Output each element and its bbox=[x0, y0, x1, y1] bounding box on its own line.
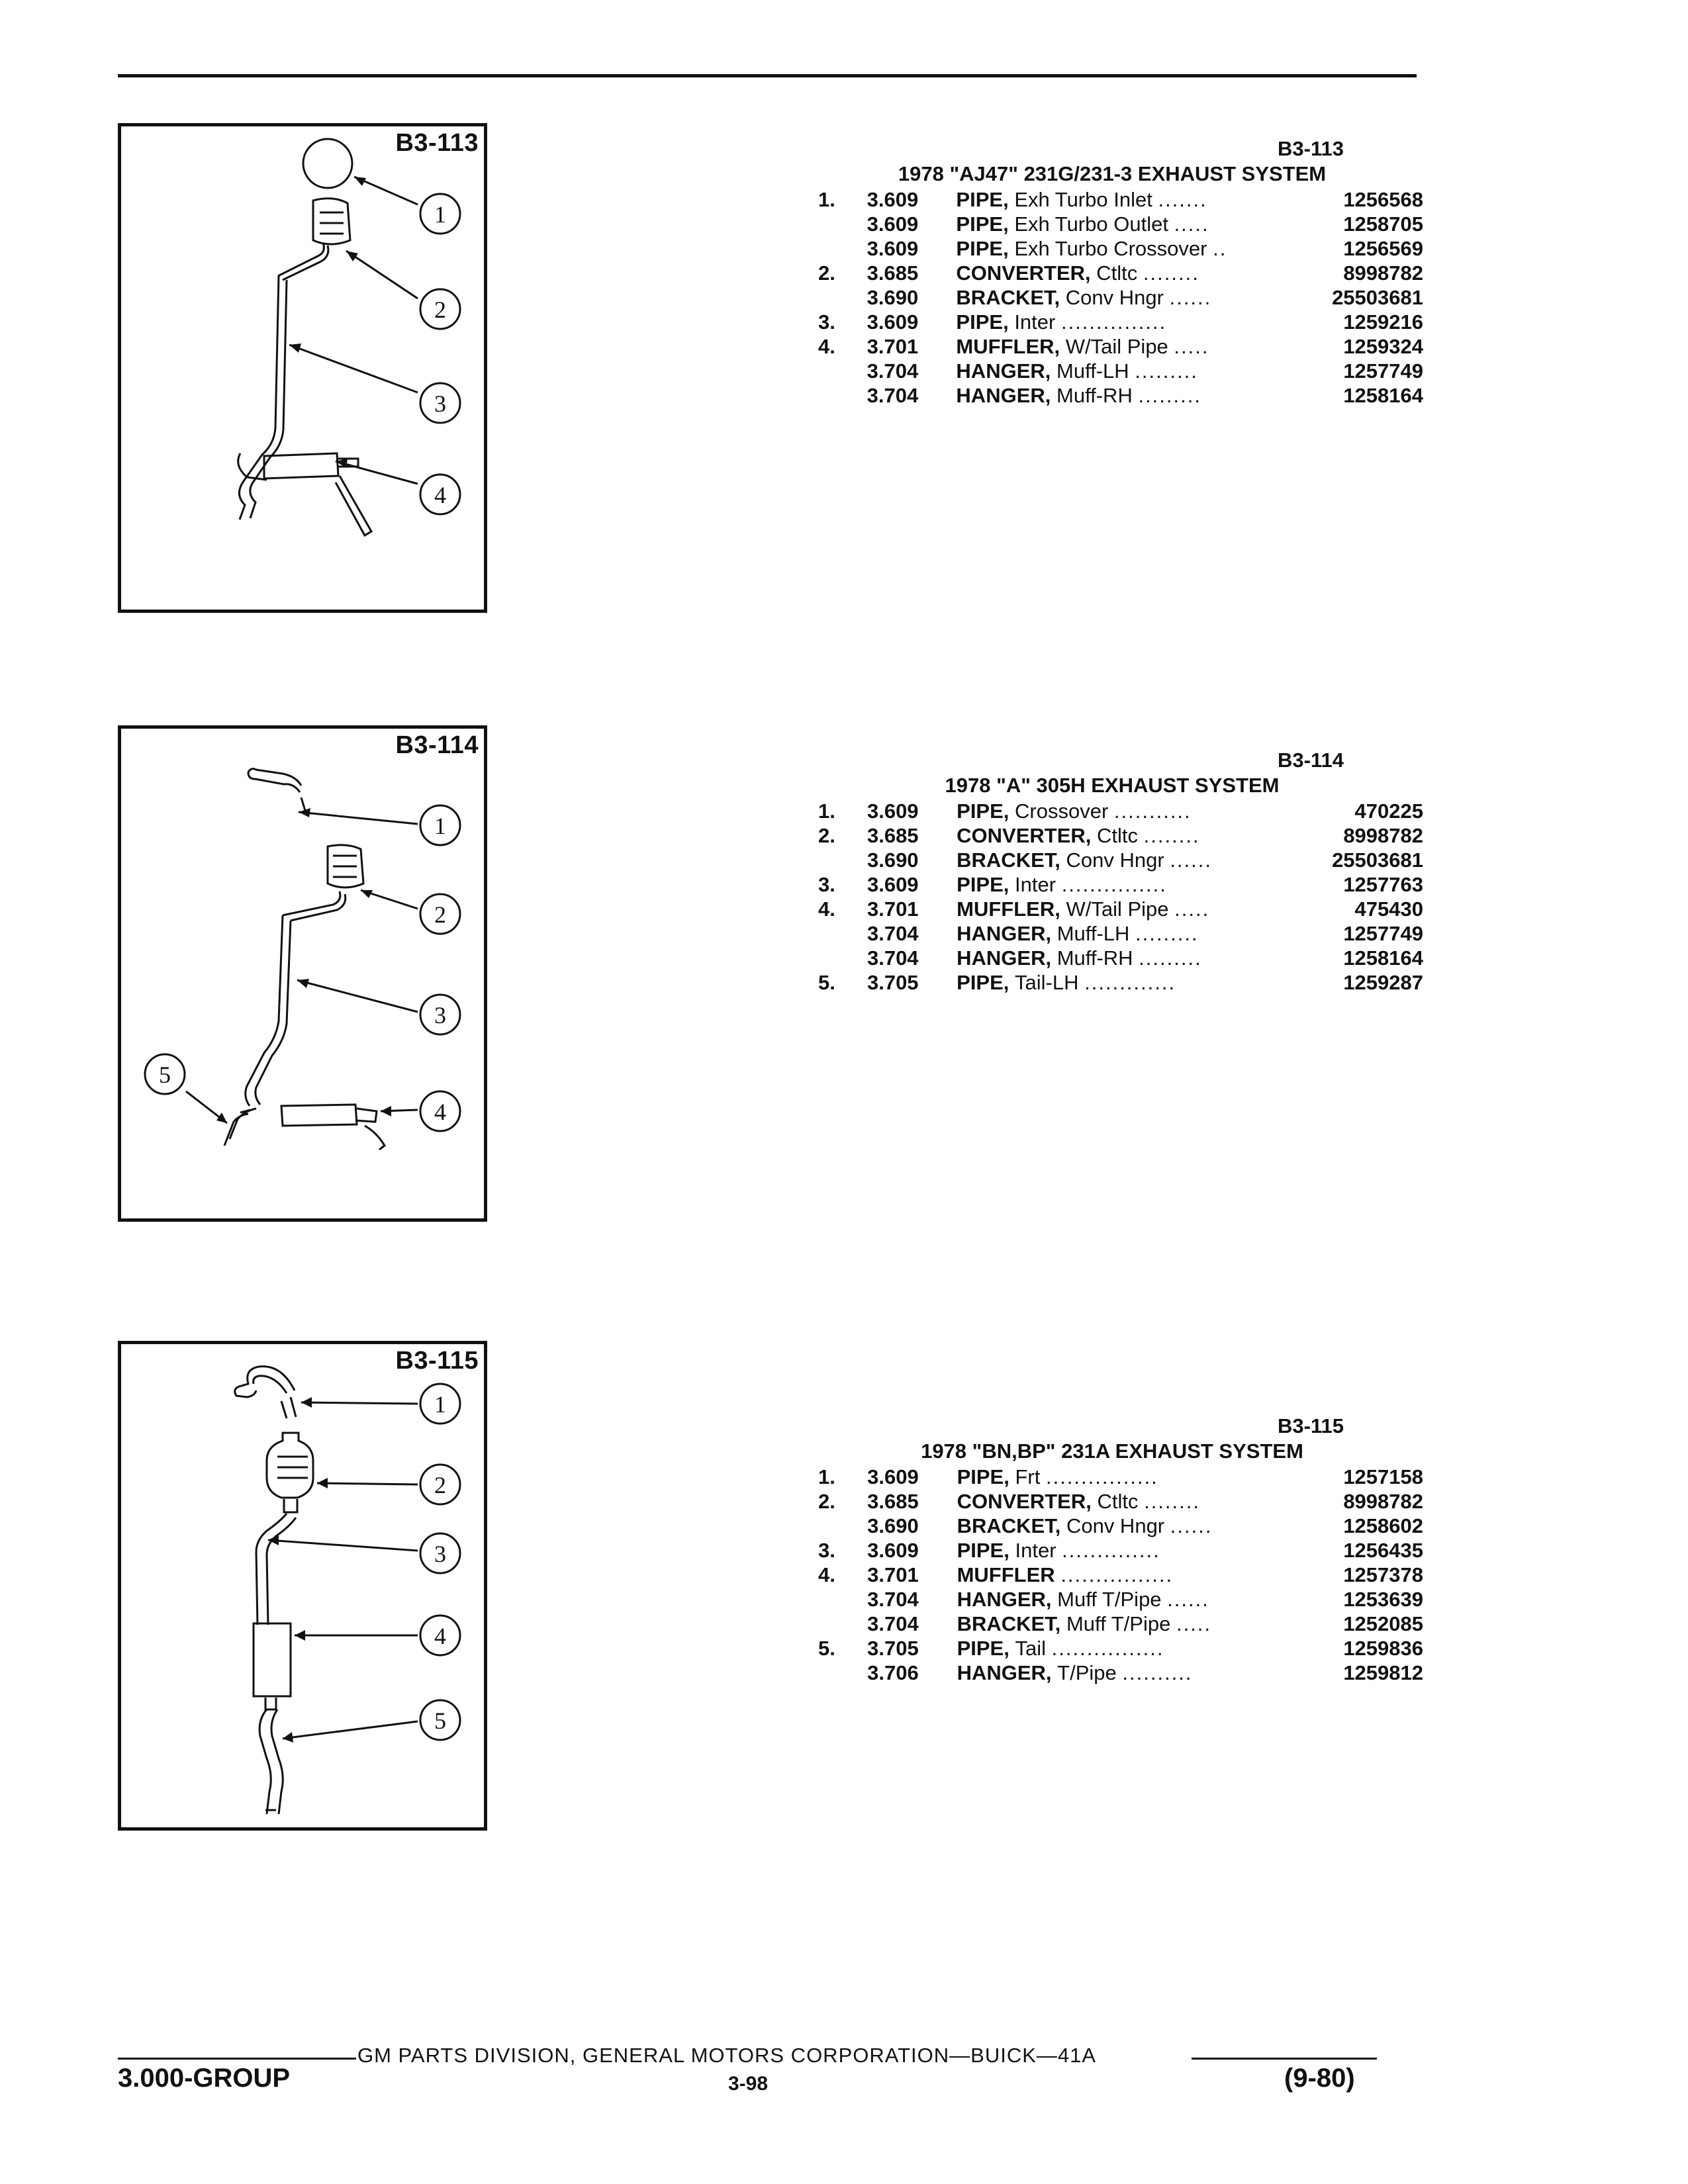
part-description bbox=[957, 1612, 1295, 1637]
part-description bbox=[957, 1637, 1295, 1661]
leader-dots: ..... bbox=[1176, 1612, 1212, 1635]
part-description bbox=[956, 286, 1294, 310]
part-row bbox=[801, 188, 1423, 212]
part-row bbox=[801, 1563, 1423, 1588]
part-detail: Muff-RH bbox=[1056, 384, 1133, 407]
item-number bbox=[801, 384, 867, 408]
part-name: CONVERTER, bbox=[957, 1490, 1092, 1513]
part-number: 1257378 bbox=[1343, 1563, 1423, 1586]
part-name: BRACKET, bbox=[957, 848, 1060, 872]
figure-label: B3-114 bbox=[395, 731, 479, 759]
part-row bbox=[801, 212, 1423, 237]
part-name: HANGER, bbox=[957, 1661, 1052, 1684]
leader-dots: ........... bbox=[1113, 799, 1192, 823]
part-description bbox=[956, 237, 1294, 261]
group-number: 3.609 bbox=[867, 212, 919, 236]
section-code: B3-115 bbox=[1278, 1414, 1344, 1437]
item-number bbox=[801, 1588, 867, 1612]
parts-list-b3-114 bbox=[801, 748, 1423, 995]
part-detail: Conv Hngr bbox=[1066, 848, 1164, 872]
part-description bbox=[957, 873, 1294, 897]
part-number: 1258164 bbox=[1343, 946, 1423, 970]
part-description bbox=[957, 1465, 1295, 1490]
part-description bbox=[956, 359, 1294, 384]
part-name: PIPE, bbox=[956, 212, 1009, 236]
part-detail: Muff T/Pipe bbox=[1057, 1588, 1162, 1611]
part-detail: Muff T/Pipe bbox=[1066, 1612, 1171, 1635]
group-number: 3.609 bbox=[867, 873, 919, 896]
callout-2: 2 bbox=[434, 901, 446, 928]
part-name: PIPE, bbox=[957, 971, 1009, 994]
part-detail: Ctltc bbox=[1097, 824, 1139, 847]
part-name: HANGER, bbox=[956, 384, 1051, 407]
part-row bbox=[801, 824, 1423, 848]
parts-table bbox=[801, 1465, 1423, 1686]
figure-label: B3-115 bbox=[395, 1347, 479, 1375]
group-number: 3.685 bbox=[867, 261, 919, 285]
part-name: PIPE, bbox=[957, 1539, 1009, 1562]
part-name: PIPE, bbox=[956, 237, 1009, 260]
group-number: 3.690 bbox=[867, 1514, 919, 1537]
group-number: 3.690 bbox=[867, 286, 919, 309]
item-number bbox=[801, 1612, 867, 1637]
part-row bbox=[801, 359, 1423, 384]
part-description bbox=[957, 799, 1294, 824]
item-number bbox=[801, 286, 867, 310]
leader-dots: ..... bbox=[1174, 335, 1209, 358]
part-detail: Ctltc bbox=[1097, 1490, 1139, 1513]
part-row bbox=[801, 1661, 1423, 1686]
part-number: 1258602 bbox=[1343, 1514, 1423, 1537]
group-number: 3.690 bbox=[867, 848, 919, 872]
part-detail: Crossover bbox=[1015, 799, 1109, 823]
group-number: 3.704 bbox=[867, 384, 919, 407]
part-description bbox=[956, 335, 1294, 359]
part-name: HANGER, bbox=[957, 922, 1052, 945]
part-description bbox=[957, 1514, 1295, 1539]
parts-list-b3-115 bbox=[801, 1414, 1423, 1686]
leader-dots: ..... bbox=[1174, 212, 1209, 236]
group-number: 3.705 bbox=[867, 1637, 919, 1660]
part-name: BRACKET, bbox=[957, 1514, 1061, 1537]
part-row bbox=[801, 335, 1423, 359]
group-number: 3.701 bbox=[867, 897, 919, 921]
group-number: 3.704 bbox=[867, 1588, 919, 1611]
leader-dots: ....... bbox=[1158, 188, 1207, 211]
item-number: 4. bbox=[818, 1563, 835, 1586]
part-number: 1259812 bbox=[1343, 1661, 1423, 1684]
part-description bbox=[957, 824, 1294, 848]
part-row bbox=[801, 1539, 1423, 1563]
leader-dots: ................ bbox=[1045, 1465, 1158, 1488]
group-number: 3.705 bbox=[867, 971, 919, 994]
item-number bbox=[801, 212, 867, 237]
part-number: 1259836 bbox=[1343, 1637, 1423, 1660]
part-detail: Frt bbox=[1015, 1465, 1041, 1488]
leader-dots: ................ bbox=[1051, 1637, 1164, 1660]
callout-3: 3 bbox=[434, 390, 446, 417]
part-description bbox=[956, 212, 1294, 237]
part-detail: W/Tail Pipe bbox=[1065, 335, 1168, 358]
leader-dots: ......... bbox=[1135, 359, 1198, 383]
part-row bbox=[801, 922, 1423, 946]
item-number: 1. bbox=[818, 188, 835, 211]
part-name: MUFFLER bbox=[957, 1563, 1055, 1586]
part-description bbox=[957, 946, 1294, 971]
part-number: 475430 bbox=[1354, 897, 1423, 921]
part-detail: Conv Hngr bbox=[1065, 286, 1164, 309]
group-number: 3.704 bbox=[867, 922, 919, 945]
part-description bbox=[957, 1490, 1295, 1514]
part-detail: Exh Turbo Outlet bbox=[1014, 212, 1168, 236]
callout-5: 5 bbox=[434, 1707, 446, 1734]
item-number: 5. bbox=[818, 971, 835, 994]
part-number: 1256568 bbox=[1343, 188, 1423, 211]
part-name: PIPE, bbox=[957, 1637, 1009, 1660]
item-number: 2. bbox=[818, 261, 835, 285]
callout-4: 4 bbox=[434, 1623, 446, 1649]
part-name: HANGER, bbox=[956, 359, 1051, 383]
leader-dots: ...... bbox=[1167, 1588, 1209, 1611]
part-name: CONVERTER, bbox=[957, 824, 1092, 847]
part-name: HANGER, bbox=[957, 1588, 1052, 1611]
part-description bbox=[957, 971, 1294, 995]
leader-dots: ......... bbox=[1135, 922, 1199, 945]
part-detail: Inter bbox=[1015, 873, 1056, 896]
item-number: 4. bbox=[818, 897, 835, 921]
part-name: PIPE, bbox=[956, 310, 1009, 334]
callout-3: 3 bbox=[434, 1541, 446, 1567]
part-number: 1256569 bbox=[1343, 237, 1423, 260]
footer-date: (9-80) bbox=[1284, 2064, 1355, 2093]
group-number: 3.704 bbox=[867, 946, 919, 970]
part-name: BRACKET, bbox=[957, 1612, 1061, 1635]
group-number: 3.701 bbox=[867, 335, 919, 358]
part-name: HANGER, bbox=[957, 946, 1052, 970]
item-number: 5. bbox=[818, 1637, 835, 1660]
part-description bbox=[957, 848, 1294, 873]
part-row bbox=[801, 799, 1423, 824]
figure-label: B3-113 bbox=[395, 129, 479, 157]
group-number: 3.685 bbox=[867, 1490, 919, 1513]
leader-dots: ............... bbox=[1060, 310, 1167, 334]
callout-4: 4 bbox=[434, 1099, 446, 1125]
footer-rule-right bbox=[1192, 2058, 1377, 2060]
part-row bbox=[801, 1637, 1423, 1661]
part-row bbox=[801, 1514, 1423, 1539]
part-number: 1259324 bbox=[1343, 335, 1423, 358]
part-row bbox=[801, 848, 1423, 873]
item-number: 4. bbox=[818, 335, 835, 358]
part-name: PIPE, bbox=[957, 873, 1009, 896]
part-number: 1253639 bbox=[1343, 1588, 1423, 1611]
part-description bbox=[957, 1588, 1295, 1612]
part-detail: Ctltc bbox=[1096, 261, 1138, 285]
group-number: 3.704 bbox=[867, 1612, 919, 1635]
item-number bbox=[801, 1514, 867, 1539]
part-number: 470225 bbox=[1354, 799, 1423, 823]
part-row bbox=[801, 897, 1423, 922]
item-number bbox=[801, 1661, 867, 1686]
part-row bbox=[801, 971, 1423, 995]
leader-dots: .............. bbox=[1062, 1539, 1160, 1562]
part-row bbox=[801, 1490, 1423, 1514]
group-number: 3.704 bbox=[867, 359, 919, 383]
leader-dots: ......... bbox=[1138, 384, 1201, 407]
leader-dots: ...... bbox=[1170, 848, 1212, 872]
leader-dots: ...... bbox=[1170, 1514, 1213, 1537]
footer-rule-left bbox=[118, 2058, 356, 2060]
leader-dots: ...... bbox=[1169, 286, 1212, 309]
exhaust-diagram-b3-114 bbox=[121, 729, 484, 1218]
group-number: 3.609 bbox=[867, 188, 919, 211]
figure-b3-114 bbox=[118, 725, 487, 1222]
part-row bbox=[801, 946, 1423, 971]
item-number: 1. bbox=[818, 799, 835, 823]
item-number: 3. bbox=[818, 873, 835, 896]
part-row bbox=[801, 1588, 1423, 1612]
part-detail: Tail bbox=[1015, 1637, 1046, 1660]
part-detail: Muff-RH bbox=[1056, 946, 1133, 970]
item-number bbox=[801, 922, 867, 946]
leader-dots: ......... bbox=[1139, 946, 1202, 970]
part-description bbox=[956, 384, 1294, 408]
group-number: 3.609 bbox=[867, 310, 919, 334]
part-detail: Conv Hngr bbox=[1066, 1514, 1165, 1537]
section-title: 1978 "BN,BP" 231A EXHAUST SYSTEM bbox=[921, 1439, 1303, 1463]
item-number: 2. bbox=[818, 824, 835, 847]
leader-dots: ........ bbox=[1143, 261, 1199, 285]
part-row bbox=[801, 1465, 1423, 1490]
part-number: 1257749 bbox=[1343, 359, 1423, 383]
exhaust-diagram-b3-115 bbox=[121, 1344, 484, 1827]
section-title: 1978 "A" 305H EXHAUST SYSTEM bbox=[945, 774, 1280, 797]
part-detail: W/Tail Pipe bbox=[1066, 897, 1169, 921]
part-detail: Inter bbox=[1015, 1539, 1056, 1562]
part-name: PIPE, bbox=[956, 188, 1009, 211]
leader-dots: .......... bbox=[1122, 1661, 1193, 1684]
leader-dots: ............... bbox=[1061, 873, 1167, 896]
parts-list-b3-113 bbox=[801, 136, 1423, 408]
part-row bbox=[801, 1612, 1423, 1637]
part-number: 1252085 bbox=[1343, 1612, 1423, 1635]
item-number: 1. bbox=[818, 1465, 835, 1488]
item-number bbox=[801, 848, 867, 873]
part-number: 8998782 bbox=[1343, 824, 1423, 847]
callout-2: 2 bbox=[434, 296, 446, 323]
part-row bbox=[801, 873, 1423, 897]
part-number: 1259216 bbox=[1343, 310, 1423, 334]
leader-dots: ................ bbox=[1060, 1563, 1174, 1586]
parts-table bbox=[801, 188, 1423, 408]
part-description bbox=[956, 261, 1294, 286]
section-title: 1978 "AJ47" 231G/231-3 EXHAUST SYSTEM bbox=[898, 162, 1327, 185]
part-number: 1257158 bbox=[1343, 1465, 1423, 1488]
group-number: 3.609 bbox=[867, 799, 919, 823]
part-number: 1256435 bbox=[1343, 1539, 1423, 1562]
footer-group: 3.000-GROUP bbox=[118, 2064, 291, 2093]
part-description bbox=[957, 897, 1294, 922]
part-number: 1257763 bbox=[1343, 873, 1423, 896]
section-code: B3-114 bbox=[1278, 749, 1344, 772]
part-name: PIPE, bbox=[957, 1465, 1009, 1488]
callout-1: 1 bbox=[434, 201, 446, 228]
item-number: 2. bbox=[818, 1490, 835, 1513]
part-row bbox=[801, 237, 1423, 261]
part-name: CONVERTER, bbox=[956, 261, 1091, 285]
part-detail: Muff-LH bbox=[1056, 359, 1129, 383]
leader-dots: ........ bbox=[1144, 1490, 1200, 1513]
part-detail: Inter bbox=[1014, 310, 1056, 334]
callout-3: 3 bbox=[434, 1002, 446, 1028]
group-number: 3.609 bbox=[867, 1539, 919, 1562]
part-description bbox=[957, 1563, 1295, 1588]
item-number: 3. bbox=[818, 310, 835, 334]
callout-1: 1 bbox=[434, 813, 446, 839]
part-description bbox=[956, 188, 1294, 212]
part-name: MUFFLER, bbox=[957, 897, 1060, 921]
group-number: 3.701 bbox=[867, 1563, 919, 1586]
part-name: MUFFLER, bbox=[956, 335, 1060, 358]
part-name: BRACKET, bbox=[956, 286, 1060, 309]
part-detail: T/Pipe bbox=[1057, 1661, 1117, 1684]
figure-b3-115 bbox=[118, 1341, 487, 1831]
item-number bbox=[801, 237, 867, 261]
part-number: 1257749 bbox=[1343, 922, 1423, 945]
callout-2: 2 bbox=[434, 1472, 446, 1498]
footer-publisher: GM PARTS DIVISION, GENERAL MOTORS CORPORATION—BUICK—41A bbox=[357, 2044, 1097, 2067]
part-number: 1259287 bbox=[1343, 971, 1423, 994]
group-number: 3.609 bbox=[867, 1465, 919, 1488]
part-number: 25503681 bbox=[1332, 848, 1423, 872]
leader-dots: ............. bbox=[1084, 971, 1176, 994]
leader-dots: ........ bbox=[1143, 824, 1200, 847]
leader-dots: ..... bbox=[1174, 897, 1210, 921]
section-code: B3-113 bbox=[1278, 137, 1344, 160]
item-number bbox=[801, 359, 867, 384]
page-number: 3-98 bbox=[728, 2073, 769, 2095]
part-description bbox=[957, 1539, 1295, 1563]
part-description bbox=[956, 310, 1294, 335]
part-number: 8998782 bbox=[1343, 261, 1423, 285]
part-detail: Exh Turbo Inlet bbox=[1014, 188, 1152, 211]
group-number: 3.685 bbox=[867, 824, 919, 847]
part-row bbox=[801, 286, 1423, 310]
part-number: 25503681 bbox=[1332, 286, 1423, 309]
figure-b3-113 bbox=[118, 123, 487, 613]
part-description bbox=[957, 922, 1294, 946]
item-number bbox=[801, 946, 867, 971]
part-row bbox=[801, 384, 1423, 408]
callout-5: 5 bbox=[159, 1062, 171, 1088]
part-number: 1258164 bbox=[1343, 384, 1423, 407]
part-row bbox=[801, 261, 1423, 286]
group-number: 3.706 bbox=[867, 1661, 919, 1684]
part-number: 1258705 bbox=[1343, 212, 1423, 236]
part-number: 8998782 bbox=[1343, 1490, 1423, 1513]
part-name: PIPE, bbox=[957, 799, 1009, 823]
part-row bbox=[801, 310, 1423, 335]
top-rule bbox=[118, 74, 1417, 77]
callout-1: 1 bbox=[434, 1391, 446, 1418]
callout-4: 4 bbox=[434, 482, 446, 508]
part-detail: Muff-LH bbox=[1056, 922, 1130, 945]
exhaust-diagram-b3-113 bbox=[121, 126, 484, 610]
item-number: 3. bbox=[818, 1539, 835, 1562]
parts-table bbox=[801, 799, 1423, 995]
leader-dots: .. bbox=[1213, 237, 1227, 260]
part-detail: Tail-LH bbox=[1015, 971, 1079, 994]
part-description bbox=[957, 1661, 1295, 1686]
part-detail: Exh Turbo Crossover bbox=[1014, 237, 1207, 260]
group-number: 3.609 bbox=[867, 237, 919, 260]
